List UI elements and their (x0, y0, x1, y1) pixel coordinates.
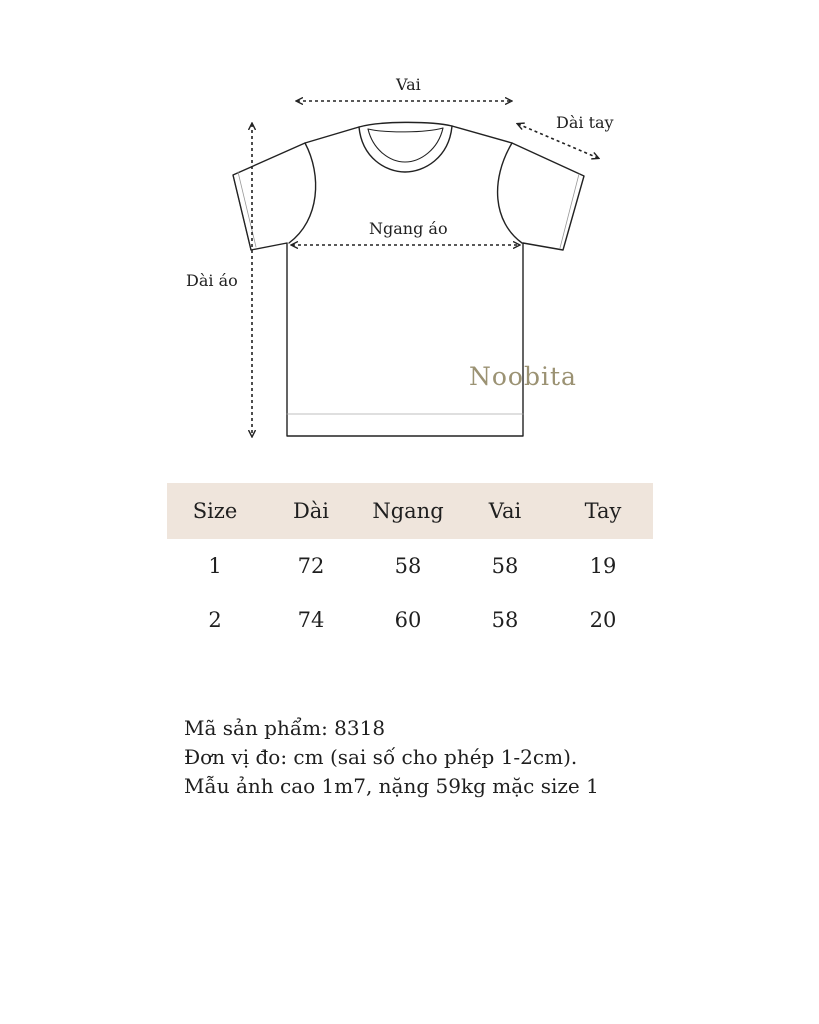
left-armhole (289, 143, 316, 243)
size-chart-table (167, 483, 653, 647)
sleeve-label: Dài tay (556, 113, 614, 132)
table-cell: 60 (394, 608, 422, 632)
table-cell: 58 (394, 554, 422, 578)
tshirt-measurement-diagram (0, 0, 819, 460)
table-row (167, 539, 653, 593)
table-cell: 58 (491, 554, 519, 578)
product-code-note: Mã sản phẩm: 8318 (184, 716, 386, 740)
brand-watermark: Noobita (469, 362, 577, 391)
table-cell: 74 (297, 608, 325, 632)
model-note: Mẫu ảnh cao 1m7, nặng 59kg mặc size 1 (184, 774, 599, 798)
table-cell: 2 (208, 608, 222, 632)
unit-note: Đơn vị đo: cm (sai số cho phép 1-2cm). (184, 745, 578, 769)
header-sleeve: Tay (584, 499, 622, 523)
shirt-collar (359, 126, 452, 172)
table-cell: 58 (491, 608, 519, 632)
header-chest: Ngang (372, 499, 444, 523)
shoulder-label: Vai (396, 75, 421, 94)
length-label: Dài áo (186, 271, 238, 290)
product-notes (184, 714, 599, 801)
right-armhole (498, 143, 522, 243)
table-cell: 20 (589, 608, 617, 632)
table-cell: 19 (589, 554, 617, 578)
header-length: Dài (292, 499, 330, 523)
table-header-row (167, 483, 653, 539)
table-cell: 1 (208, 554, 222, 578)
chest-label: Ngang áo (369, 219, 448, 238)
table-cell: 72 (297, 554, 325, 578)
header-shoulder: Vai (488, 499, 522, 523)
header-size: Size (192, 499, 238, 523)
table-row (167, 593, 653, 647)
